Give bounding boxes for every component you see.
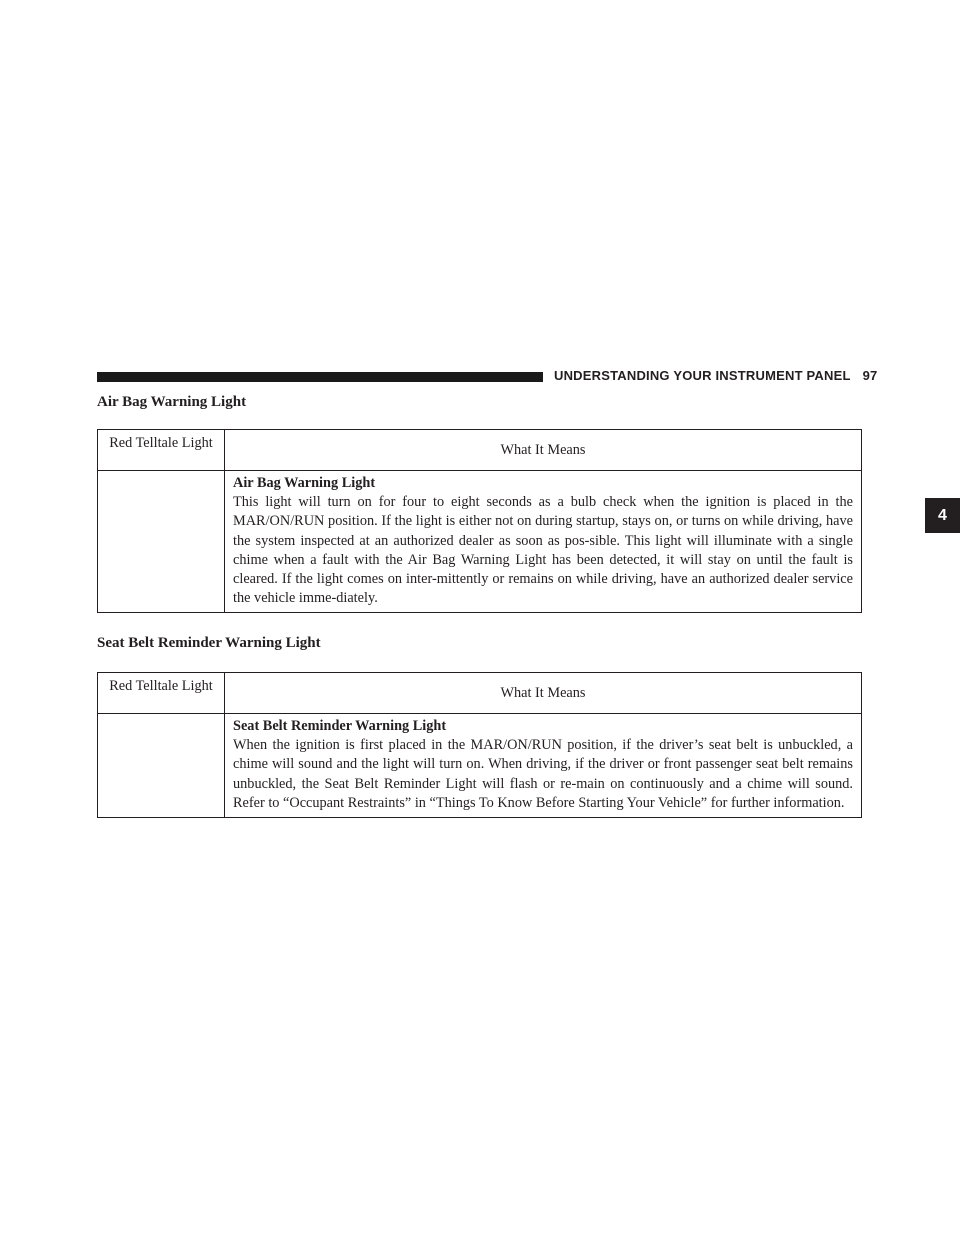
chapter-tab: 4 xyxy=(925,498,960,533)
page-number: 97 xyxy=(862,368,878,383)
seat-belt-telltale-table xyxy=(97,672,862,818)
table-header-row xyxy=(98,673,862,714)
entry-title: Air Bag Warning Light xyxy=(233,475,376,491)
air-bag-telltale-table xyxy=(97,429,862,613)
section-heading-seat-belt: Seat Belt Reminder Warning Light xyxy=(97,635,321,651)
col-header-red-telltale: Red Telltale Light xyxy=(98,673,225,714)
telltale-icon-cell xyxy=(98,714,225,818)
meaning-cell xyxy=(225,714,862,818)
col-header-what-it-means: What It Means xyxy=(225,430,862,471)
table-header-row xyxy=(98,430,862,471)
table-row xyxy=(98,714,862,818)
col-header-red-telltale: Red Telltale Light xyxy=(98,430,225,471)
entry-title: Seat Belt Reminder Warning Light xyxy=(233,718,447,734)
entry-text: This light will turn on for four to eight seconds as a bulb check when the ignition is placed in the MAR/ON/RUN position. If the light is either not on during startup, stays on, or turns on while driving, have the system inspected at an authorized dealer as soon as pos-sible. This light will illuminate with a single chime when a fault with the Air Bag Warning Light has been detected, it will stay on until the fault is cleared. If the light comes on inter-mittently or remains on while driving, have an authorized dealer service the vehicle imme-diately. xyxy=(233,494,853,607)
meaning-cell xyxy=(225,471,862,613)
table-row xyxy=(98,471,862,613)
entry-text: When the ignition is first placed in the MAR/ON/RUN position, if the driver’s seat belt is unbuckled, a chime will sound and the light will turn on. When driving, if the driver or front passenger seat belt remains unbuckled, the Seat Belt Reminder Light will flash or re-main on continuously and a chime will sound. Refer to “Occupant Restraints” in “Things To Know Before Starting Your Vehicle” for further information. xyxy=(233,737,853,811)
running-header xyxy=(554,368,878,383)
telltale-icon-cell xyxy=(98,471,225,613)
header-rule xyxy=(97,372,543,382)
header-title: UNDERSTANDING YOUR INSTRUMENT PANEL xyxy=(554,368,851,383)
section-heading-air-bag: Air Bag Warning Light xyxy=(97,394,247,410)
col-header-what-it-means: What It Means xyxy=(225,673,862,714)
